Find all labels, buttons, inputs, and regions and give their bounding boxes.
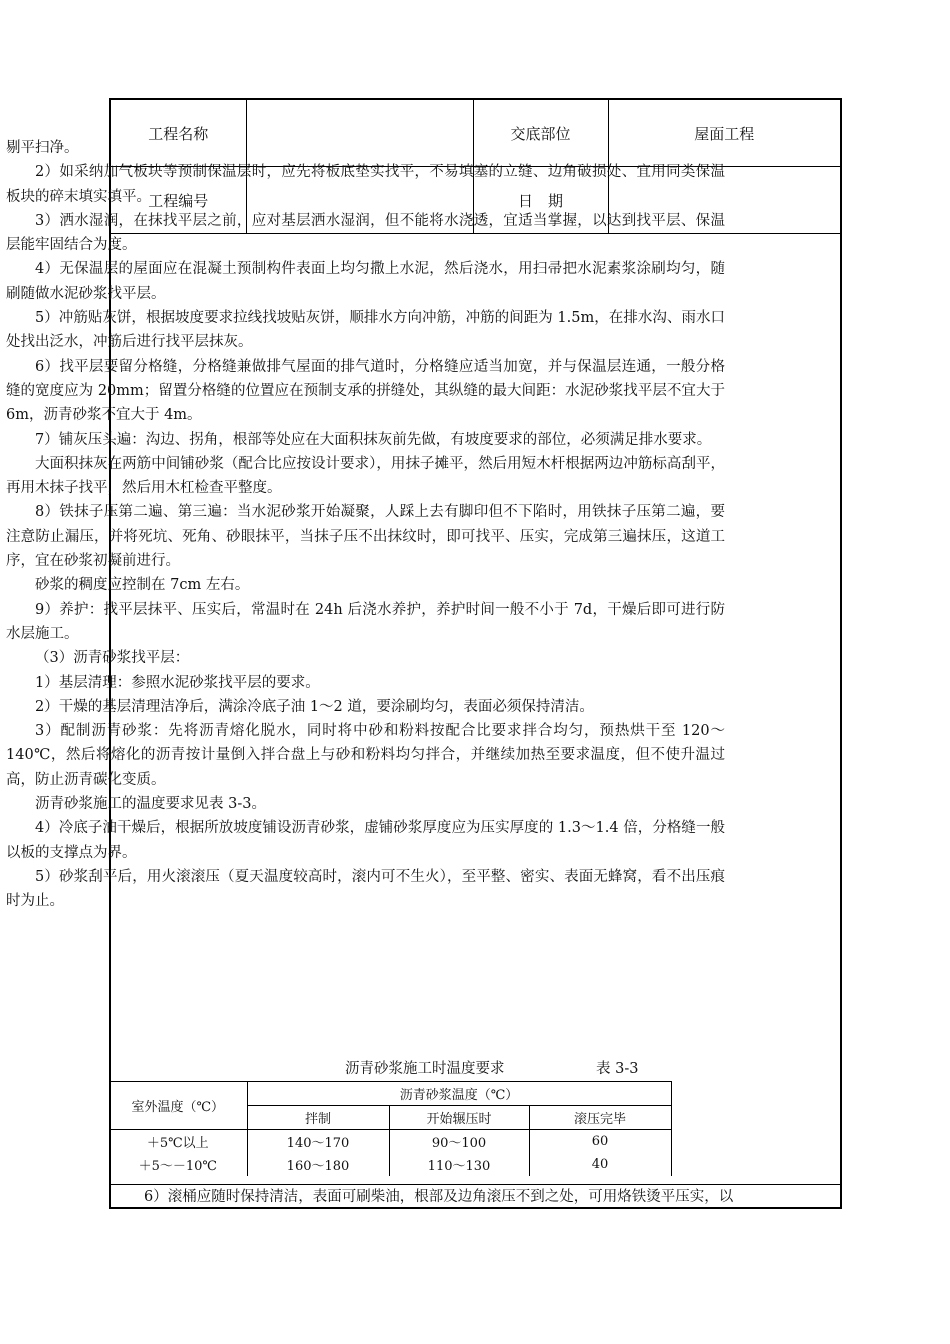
body-paragraph: 4）无保温层的屋面应在混凝土预制构件表面上均匀撒上水泥，然后浇水，用扫帚把水泥素浆涂刷均匀，随刷随做水泥砂浆找平层。	[6, 261, 725, 302]
body-paragraph: 砂浆的稠度应控制在 7cm 左右。	[35, 577, 250, 594]
body-paragraph: 剔平扫净。	[6, 140, 79, 156]
body-paragraph: （3）沥青砂浆找平层：	[35, 650, 190, 667]
project-name-label: 工程名称	[111, 100, 246, 167]
table-header-row	[109, 1082, 671, 1106]
temperature-table	[109, 1081, 672, 1176]
table-caption: 沥青砂浆施工时温度要求	[345, 1061, 505, 1077]
table-row	[109, 1130, 671, 1154]
table-cell: 160～180	[247, 1153, 389, 1176]
sub-header-mixing: 拌制	[247, 1106, 389, 1130]
body-paragraph: 大面积抹灰在两筋中间铺砂浆（配合比应按设计要求），用抹子摊平，然后用短木杆根据两边冲筋标高刮平，再用木抹子找平，然后用木杠检查平整度。	[6, 455, 725, 497]
table-cell: 140～170	[247, 1130, 389, 1154]
part-label: 交底部位	[473, 100, 608, 167]
date-label: 日 期	[473, 167, 608, 234]
body-paragraph: 9）养护：找平层抹平、压实后，常温时在 24h 后浇水养护，养护时间一般不小于 7d，干燥后即可进行防水层施工。	[6, 601, 725, 642]
body-paragraph: 2）如采纳加气板块等预制保温层时，应先将板底垫实找平，不易填塞的立缝、边角破损处、宜用同类保温板块的碎末填实填平。	[6, 164, 725, 205]
table-cell: 90～100	[389, 1130, 529, 1154]
body-text	[6, 136, 725, 914]
col-header-outdoor-temp: 室外温度（℃）	[109, 1082, 247, 1130]
tail-paragraph: 6）滚桶应随时保持清洁，表面可刷柴油，根部及边角滚压不到之处，可用烙铁烫平压实，以	[144, 1189, 734, 1205]
table-row	[109, 1153, 671, 1176]
table-cell: ＋5℃以上	[109, 1130, 247, 1154]
body-paragraph: 8）铁抹子压第二遍、第三遍：当水泥砂浆开始凝聚，人踩上去有脚印但不下陷时，用铁抹子压第二遍，要注意防止漏压，并将死坑、死角、砂眼抹平，当抹子压不出抹纹时，即可找平、压实，完成第三遍抹压，这道工序，宜在砂浆初凝前进行。	[6, 504, 725, 570]
body-paragraph: 3）配制沥青砂浆：先将沥青熔化脱水，同时将中砂和粉料按配合比要求拌合均匀，预热烘干至 120～140℃，然后将熔化的沥青按计量倒入拌合盘上与砂和粉料均匀拌合，并继续加热至要求温度，但不使升温过高，防止沥青碳化变质。	[6, 723, 725, 788]
sub-header-rolling-start: 开始辗压时	[389, 1106, 529, 1130]
project-no-label: 工程编号	[111, 167, 246, 234]
table-number: 表 3-3	[596, 1061, 639, 1077]
body-paragraph: 5）冲筋贴灰饼，根据坡度要求拉线找坡贴灰饼，顺排水方向冲筋，冲筋的间距为 1.5m，在排水沟、雨水口处找出泛水，冲筋后进行找平层抹灰。	[6, 310, 725, 351]
body-paragraph: 2）干燥的基层清理洁净后，满涂冷底子油 1～2 道，要涂刷均匀，表面必须保持清洁。	[35, 698, 594, 715]
part-value[interactable]: 屋面工程	[608, 100, 840, 167]
table-cell: 40	[529, 1153, 671, 1176]
table-cell: 110～130	[389, 1153, 529, 1176]
body-paragraph: 4）冷底子油干燥后，根据所放坡度铺设沥青砂浆，虚铺砂浆厚度应为压实厚度的 1.3～1.4 倍，分格缝一般以板的支撑点为界。	[6, 820, 725, 861]
table-cell: 60	[529, 1130, 671, 1154]
body-paragraph: 5）砂浆刮平后，用火滚滚压（夏天温度较高时，滚内可不生火），至平整、密实、表面无蜂窝，看不出压痕时为止。	[6, 868, 725, 910]
tail-paragraph-block	[109, 1184, 842, 1209]
sub-header-rolling-end: 滚压完毕	[529, 1106, 671, 1130]
body-paragraph: 1）基层清理：参照水泥砂浆找平层的要求。	[35, 674, 320, 691]
body-paragraph: 沥青砂浆施工的温度要求见表 3-3。	[35, 796, 266, 813]
body-paragraph: 6）找平层要留分格缝，分格缝兼做排气屋面的排气道时，分格缝应适当加宽，并与保温层连通，一般分格缝的宽度应为 20mm；留置分格缝的位置应在预制支承的拼缝处，其纵缝的最大间距：水泥砂浆找平层不宜大于 6m，沥青砂浆不宜大于 4m。	[6, 358, 725, 424]
table-cell: ＋5～－10℃	[109, 1153, 247, 1176]
col-header-asphalt-temp: 沥青砂浆温度（℃）	[247, 1082, 671, 1106]
body-paragraph: 3）洒水湿润，在抹找平层之前，应对基层洒水湿润，但不能将水浇透，宜适当掌握，以达到找平层、保温层能牢固结合为度。	[6, 212, 725, 254]
body-paragraph: 7）铺灰压头遍：沟边、拐角，根部等处应在大面积抹灰前先做，有坡度要求的部位，必须满足排水要求。	[35, 431, 712, 448]
